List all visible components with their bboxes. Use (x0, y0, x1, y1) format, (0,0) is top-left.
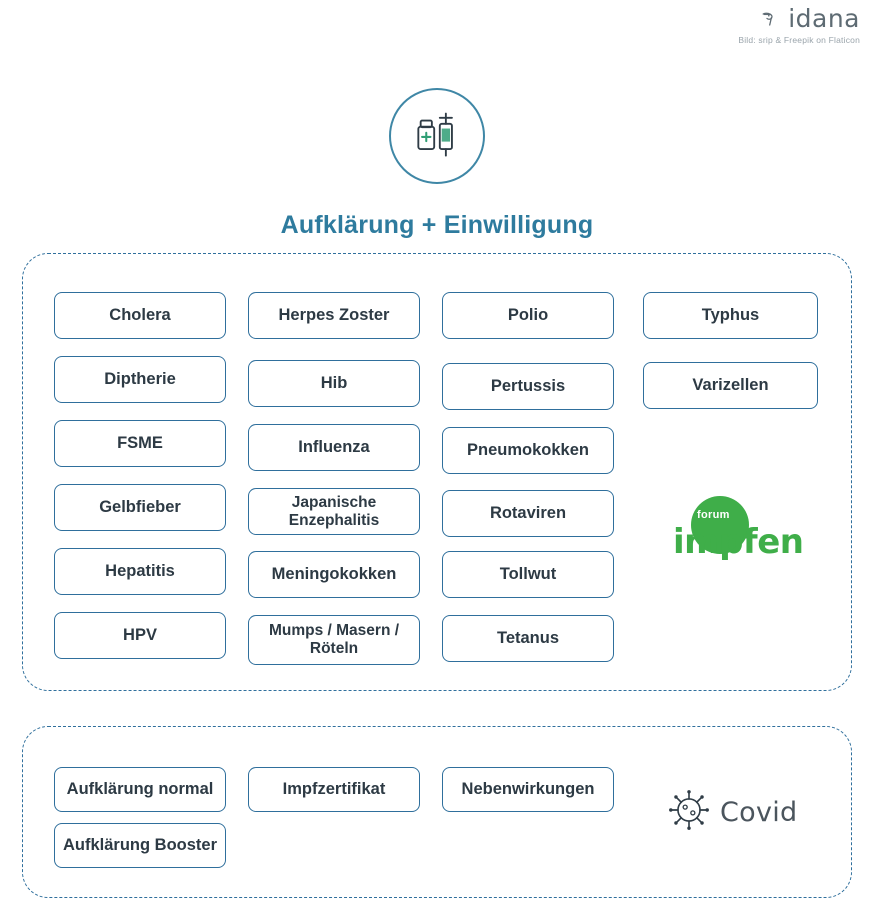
vaccine-chip-influenza[interactable]: Influenza (248, 424, 420, 471)
vaccine-chip-tetanus[interactable]: Tetanus (442, 615, 614, 662)
forum-impfen-logo (673, 496, 804, 562)
brand-row (738, 4, 860, 33)
vaccine-syringe-icon (389, 88, 485, 184)
vaccine-options-panel (22, 253, 852, 691)
vaccine-chip-pneumokokken[interactable]: Pneumokokken (442, 427, 614, 474)
vaccine-chip-fsme[interactable]: FSME (54, 420, 226, 467)
hero-section (0, 88, 874, 240)
vaccine-chip-typhus[interactable]: Typhus (643, 292, 818, 339)
vaccine-chip-hib[interactable]: Hib (248, 360, 420, 407)
image-credit: Bild: srip & Freepik on Flaticon (738, 35, 860, 45)
brand-name: idana (788, 4, 860, 33)
forum-logo-wordmark: impfen (673, 522, 804, 562)
vaccine-chip-pertussis[interactable]: Pertussis (442, 363, 614, 410)
covid-label: Covid (720, 797, 798, 828)
vaccine-chip-hpv[interactable]: HPV (54, 612, 226, 659)
info-chip-nebenwirkungen[interactable]: Nebenwirkungen (442, 767, 614, 812)
vaccine-chip-diptherie[interactable]: Diptherie (54, 356, 226, 403)
info-chip-impfzertifikat[interactable]: Impfzertifikat (248, 767, 420, 812)
vaccine-chip-tollwut[interactable]: Tollwut (442, 551, 614, 598)
vaccine-chip-cholera[interactable]: Cholera (54, 292, 226, 339)
information-options-panel (22, 726, 852, 898)
vaccine-chip-hepatitis[interactable]: Hepatitis (54, 548, 226, 595)
brand-header (738, 4, 860, 45)
page-title: Aufklärung + Einwilligung (280, 211, 594, 239)
vaccine-chip-polio[interactable]: Polio (442, 292, 614, 339)
info-chip-aufklaerung-normal[interactable]: Aufklärung normal (54, 767, 226, 812)
vaccine-chip-japanische-enzephalitis[interactable]: Japanische Enzephalitis (248, 488, 420, 535)
idana-bird-icon (760, 8, 782, 30)
vaccine-chip-mumps-masern-roeteln[interactable]: Mumps / Masern / Röteln (248, 615, 420, 665)
coronavirus-icon (666, 787, 712, 838)
vaccine-chip-gelbfieber[interactable]: Gelbfieber (54, 484, 226, 531)
vaccine-chip-rotaviren[interactable]: Rotaviren (442, 490, 614, 537)
info-chip-aufklaerung-booster[interactable]: Aufklärung Booster (54, 823, 226, 868)
vaccine-chip-varizellen[interactable]: Varizellen (643, 362, 818, 409)
vaccine-chip-herpes-zoster[interactable]: Herpes Zoster (248, 292, 420, 339)
forum-logo-badge-text: forum (697, 509, 730, 521)
vaccine-chip-meningokokken[interactable]: Meningokokken (248, 551, 420, 598)
covid-logo (666, 787, 798, 838)
